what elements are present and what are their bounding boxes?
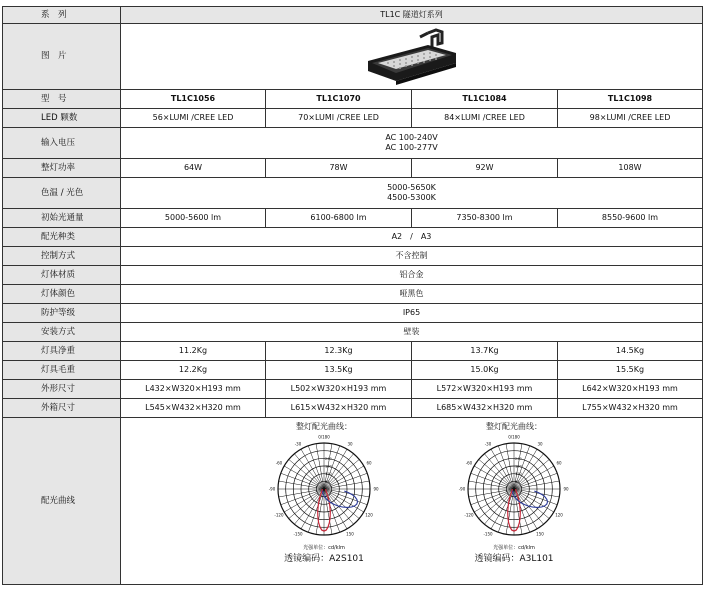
- model-label: 型 号: [3, 90, 121, 109]
- optic-row: [3, 228, 703, 247]
- carton-cell: L545×W432×H320 mm: [121, 399, 266, 418]
- series-row: [3, 7, 703, 24]
- color-value: 哑黑色: [121, 285, 703, 304]
- gross-weight-cell: 12.2Kg: [121, 361, 266, 380]
- led-cell: 56×LUMI /CREE LED: [121, 109, 266, 128]
- picture-label: 图 片: [3, 24, 121, 90]
- carton-cell: L615×W432×H320 mm: [266, 399, 412, 418]
- led-cell: 98×LUMI /CREE LED: [558, 109, 703, 128]
- voltage-label: 输入电压: [3, 128, 121, 159]
- model-row: [3, 90, 703, 109]
- flux-cell: 7350-8300 lm: [412, 209, 558, 228]
- net-weight-cell: 14.5Kg: [558, 342, 703, 361]
- angle-label: -30: [294, 441, 302, 447]
- spec-table: [2, 6, 703, 585]
- curve-unit: 光强单位：cd/klm: [493, 544, 535, 551]
- picture-row: [3, 24, 703, 90]
- mount-value: 壁装: [121, 323, 703, 342]
- ring-label: 120: [515, 471, 522, 476]
- lens-code: 透镜编码：A2S101: [284, 553, 364, 564]
- net-weight-label: 灯具净重: [3, 342, 121, 361]
- flux-cell: 8550-9600 lm: [558, 209, 703, 228]
- voltage-value: [121, 128, 703, 159]
- angle-label: 60: [366, 460, 372, 466]
- carton-cell: L685×W432×H320 mm: [412, 399, 558, 418]
- led-label: LED 颗数: [3, 109, 121, 128]
- led-cell: 70×LUMI /CREE LED: [266, 109, 412, 128]
- ip-label: 防护等级: [3, 304, 121, 323]
- ring-label: 180: [515, 464, 522, 469]
- flux-label: 初始光通量: [3, 209, 121, 228]
- ring-label: 180: [325, 464, 332, 469]
- dimensions-cell: L572×W320×H193 mm: [412, 380, 558, 399]
- ring-label: 120: [325, 471, 332, 476]
- cct-label: 色温 / 光色: [3, 178, 121, 209]
- power-label: 整灯功率: [3, 159, 121, 178]
- angle-label: 120: [555, 512, 563, 518]
- polar-chart-a2: [249, 418, 399, 564]
- optic-label: 配光种类: [3, 228, 121, 247]
- angle-label: -120: [464, 512, 474, 518]
- net-weight-cell: 12.3Kg: [266, 342, 412, 361]
- cct-value: [121, 178, 703, 209]
- power-cell: 78W: [266, 159, 412, 178]
- tunnel-light-image: [358, 27, 468, 87]
- angle-label: 90: [373, 486, 379, 492]
- mount-label: 安装方式: [3, 323, 121, 342]
- lens-code: 透镜编码：A3L101: [474, 553, 554, 564]
- dimensions-row: [3, 380, 703, 399]
- dimensions-cell: L642×W320×H193 mm: [558, 380, 703, 399]
- cct-line: 5000-5650K: [387, 183, 436, 193]
- voltage-line: AC 100-240V: [385, 133, 438, 143]
- angle-label: -120: [274, 512, 284, 518]
- gross-weight-cell: 13.5Kg: [266, 361, 412, 380]
- model-cell: TL1C1098: [558, 90, 703, 109]
- material-label: 灯体材质: [3, 266, 121, 285]
- angle-label: -60: [465, 460, 473, 466]
- angle-label: 150: [346, 531, 354, 537]
- product-image-cell: [121, 24, 703, 90]
- control-value: 不含控制: [121, 247, 703, 266]
- ring-label: 240: [325, 456, 332, 461]
- material-row: [3, 266, 703, 285]
- control-label: 控制方式: [3, 247, 121, 266]
- color-row: [3, 285, 703, 304]
- carton-label: 外箱尺寸: [3, 399, 121, 418]
- power-row: [3, 159, 703, 178]
- series-value: TL1C 隧道灯系列: [121, 7, 703, 24]
- optic-value: A2 / A3: [121, 228, 703, 247]
- power-cell: 64W: [121, 159, 266, 178]
- color-label: 灯体颜色: [3, 285, 121, 304]
- flux-cell: 6100-6800 lm: [266, 209, 412, 228]
- angle-label: 120: [365, 512, 373, 518]
- material-value: 铝合金: [121, 266, 703, 285]
- power-cell: 108W: [558, 159, 703, 178]
- curve-title: 整灯配光曲线：: [296, 422, 352, 431]
- model-cell: TL1C1070: [266, 90, 412, 109]
- model-cell: TL1C1056: [121, 90, 266, 109]
- dimensions-cell: L502×W320×H193 mm: [266, 380, 412, 399]
- angle-label: -90: [458, 486, 466, 492]
- flux-cell: 5000-5600 lm: [121, 209, 266, 228]
- led-row: [3, 109, 703, 128]
- polar-chart-a3: [439, 418, 589, 564]
- angle-label: 0/180: [508, 434, 520, 440]
- curve-label: 配光曲线: [3, 418, 121, 585]
- dimensions-cell: L432×W320×H193 mm: [121, 380, 266, 399]
- gross-weight-cell: 15.5Kg: [558, 361, 703, 380]
- power-cell: 92W: [412, 159, 558, 178]
- control-row: [3, 247, 703, 266]
- angle-label: -30: [484, 441, 492, 447]
- net-weight-cell: 11.2Kg: [121, 342, 266, 361]
- angle-label: -90: [268, 486, 276, 492]
- dimensions-label: 外形尺寸: [3, 380, 121, 399]
- angle-label: 90: [563, 486, 569, 492]
- angle-label: 30: [347, 441, 353, 447]
- curve-area: [121, 418, 702, 584]
- carton-row: [3, 399, 703, 418]
- gross-weight-row: [3, 361, 703, 380]
- angle-label: -60: [275, 460, 283, 466]
- mount-row: [3, 323, 703, 342]
- gross-weight-label: 灯具毛重: [3, 361, 121, 380]
- led-cell: 84×LUMI /CREE LED: [412, 109, 558, 128]
- angle-label: 60: [556, 460, 562, 466]
- carton-cell: L755×W432×H320 mm: [558, 399, 703, 418]
- angle-label: 150: [536, 531, 544, 537]
- flux-row: [3, 209, 703, 228]
- ip-value: IP65: [121, 304, 703, 323]
- series-label: 系 列: [3, 7, 121, 24]
- angle-label: -150: [483, 531, 493, 537]
- net-weight-row: [3, 342, 703, 361]
- curve-title: 整灯配光曲线：: [486, 422, 542, 431]
- gross-weight-cell: 15.0Kg: [412, 361, 558, 380]
- voltage-line: AC 100-277V: [385, 143, 438, 152]
- cct-row: [3, 178, 703, 209]
- polar-plot: [265, 433, 383, 545]
- ring-label: 60: [515, 479, 520, 484]
- angle-label: -150: [293, 531, 303, 537]
- ring-label: 60: [325, 479, 330, 484]
- polar-plot: [455, 433, 573, 545]
- cct-line: 4500-5300K: [387, 193, 436, 202]
- ip-row: [3, 304, 703, 323]
- angle-label: 0/180: [318, 434, 330, 440]
- net-weight-cell: 13.7Kg: [412, 342, 558, 361]
- voltage-row: [3, 128, 703, 159]
- model-cell: TL1C1084: [412, 90, 558, 109]
- ring-label: 240: [515, 456, 522, 461]
- curve-row: [3, 418, 703, 585]
- angle-label: 30: [537, 441, 543, 447]
- curve-unit: 光强单位：cd/klm: [303, 544, 345, 551]
- curve-cell: [121, 418, 703, 585]
